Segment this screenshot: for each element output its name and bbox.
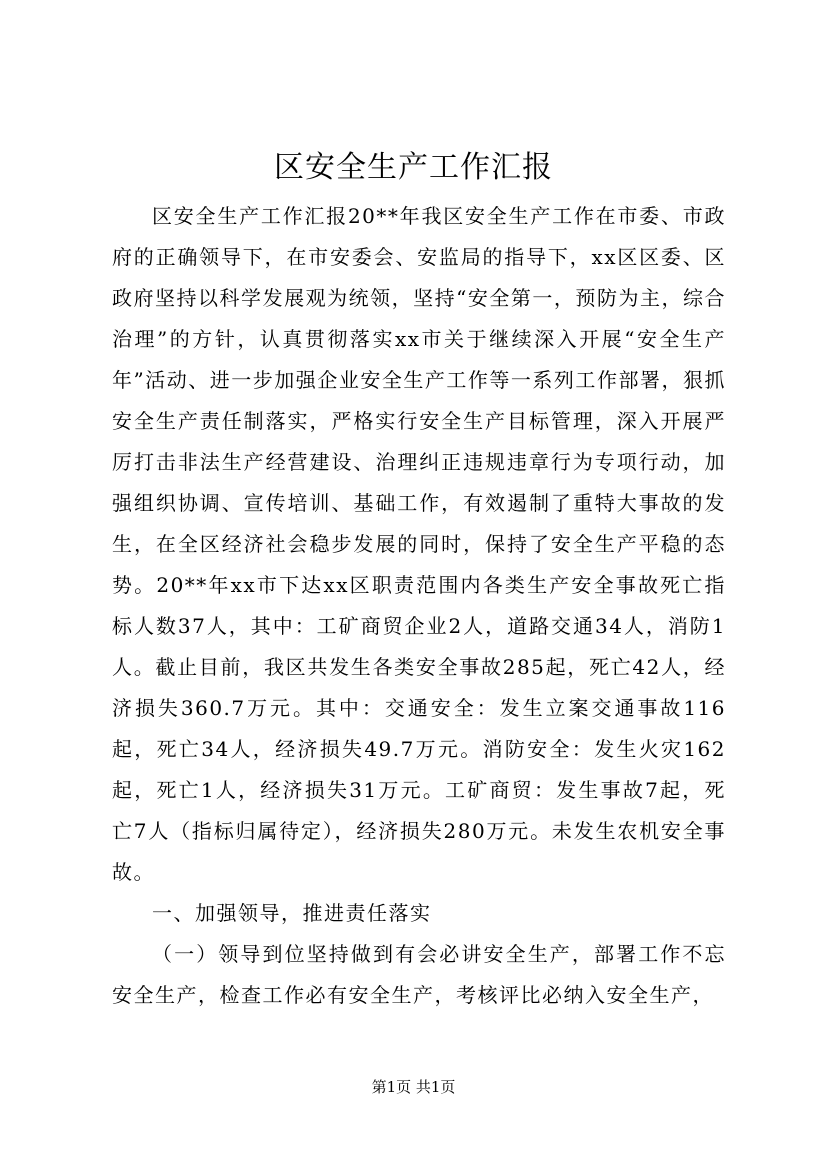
document-body <box>112 196 726 1016</box>
page-footer: 第1页 共1页 <box>371 1078 456 1096</box>
page-title: 区安全生产工作汇报 <box>274 150 553 185</box>
body-paragraph: 区安全生产工作汇报20**年我区安全生产工作在市委、市政府的正确领导下，在市安委会、安监局的指导下，xx区区委、区政府坚持以科学发展观为统领，坚持“安全第一，预防为主，综合治理”的方针，认真贯彻落实xx市关于继续深入开展“安全生产年”活动、进一步加强企业安全生产工作等一系列工作部署，狠抓安全生产责任制落实，严格实行安全生产目标管理，深入开展严厉打击非法生产经营建设、治理纠正违规违章行为专项行动，加强组织协调、宣传培训、基础工作，有效遏制了重特大事故的发生，在全区经济社会稳步发展的同时，保持了安全生产平稳的态势。20**年xx市下达xx区职责范围内各类生产安全事故死亡指标人数37人，其中：工矿商贸企业2人，道路交通34人，消防1人。截止目前，我区共发生各类安全事故285起，死亡42人，经济损失360.7万元。其中：交通安全：发生立案交通事故116起，死亡34人，经济损失49.7万元。消防安全：发生火灾162起，死亡1人，经济损失31万元。工矿商贸：发生事故7起，死亡7人（指标归属待定），经济损失280万元。未发生农机安全事故。 <box>112 204 726 884</box>
section-heading: 一、加强领导，推进责任落实 <box>152 901 432 925</box>
sub-paragraph: （一）领导到位坚持做到有会必讲安全生产，部署工作不忘安全生产，检查工作必有安全生产，考核评比必纳入安全生产， <box>112 942 726 1007</box>
